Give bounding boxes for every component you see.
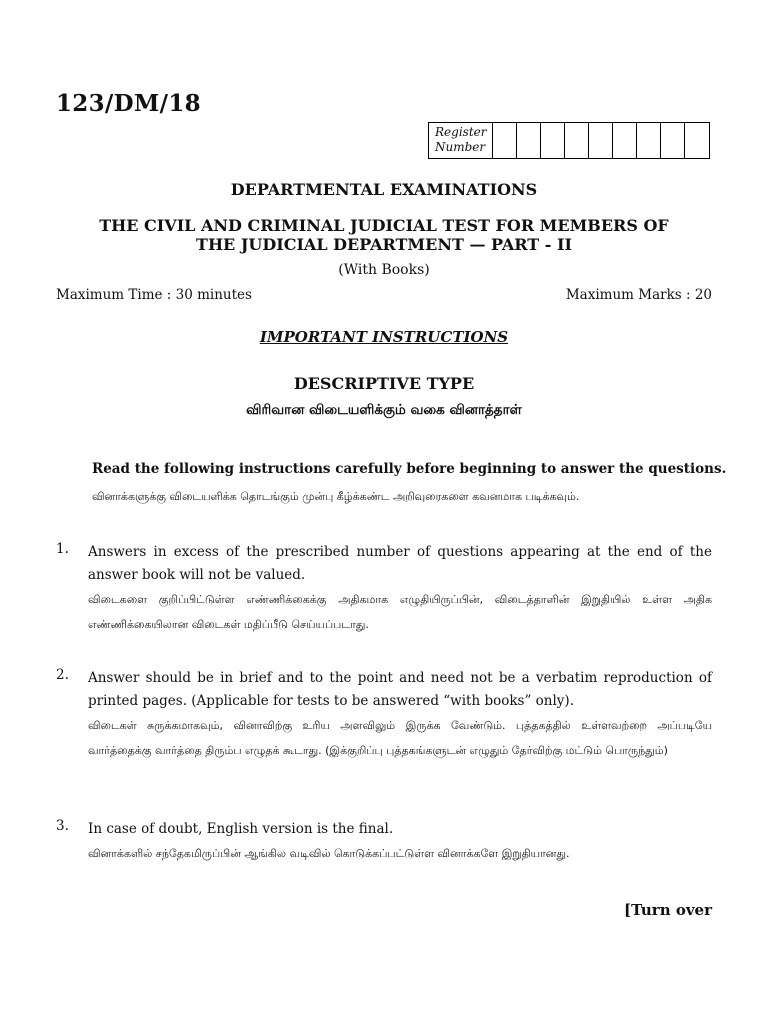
instruction-number: 1. xyxy=(56,541,69,557)
instruction-number: 3. xyxy=(56,818,69,834)
test-title-line1: THE CIVIL AND CRIMINAL JUDICIAL TEST FOR MEMBERS OF xyxy=(99,216,669,235)
time-marks-row xyxy=(56,287,712,303)
instruction-english: Answers in excess of the prescribed number of questions appearing at the end of the answer book will not be valued. xyxy=(88,544,712,583)
instruction-tamil: வினாக்களில் சந்தேகமிருப்பின் ஆங்கில வடிவில் கொடுக்கப்பட்டுள்ள வினாக்களே இறுதியானது. xyxy=(88,847,570,860)
instruction-english: Answer should be in brief and to the point and need not be a verbatim reproduction of printed pages. (Applicable for tests to be answered “with books” only). xyxy=(88,670,712,709)
turn-over-note: [Turn over xyxy=(624,901,712,919)
instruction-english: In case of doubt, English version is the final. xyxy=(88,821,394,837)
instruction-tamil: விடைகளை குறிப்பிட்டுள்ள எண்ணிக்கைக்கு அதிகமாக எழுதியிருப்பின், விடைத்தாளின் இறுதியில் உள்ள அதிக எண்ணிக்கையிலான விடைகள் மதிப்பீடு செய்யப்படாது. xyxy=(88,593,712,631)
register-number-box xyxy=(428,122,710,159)
register-number-cell[interactable] xyxy=(613,123,637,158)
register-number-cell[interactable] xyxy=(541,123,565,158)
with-books-note: (With Books) xyxy=(338,262,430,278)
read-instructions: Read the following instructions carefully before beginning to answer the questions. xyxy=(92,461,727,477)
descriptive-type-heading-tamil: விரிவான விடையளிக்கும் வகை வினாத்தாள் xyxy=(246,402,522,418)
register-label-line2: Number xyxy=(435,140,486,154)
maximum-marks: Maximum Marks : 20 xyxy=(565,287,712,303)
paper-code: 123/DM/18 xyxy=(56,90,201,117)
read-instructions-tamil: வினாக்களுக்கு விடையளிக்க தொடங்கும் முன்பு கீழ்க்கண்ட அறிவுரைகளை கவனமாக படிக்கவும். xyxy=(92,490,580,503)
register-number-cell[interactable] xyxy=(637,123,661,158)
register-number-label xyxy=(429,123,493,158)
register-number-cell[interactable] xyxy=(565,123,589,158)
register-number-cell[interactable] xyxy=(661,123,685,158)
descriptive-type-heading: DESCRIPTIVE TYPE xyxy=(293,374,475,393)
important-instructions-heading: IMPORTANT INSTRUCTIONS xyxy=(259,328,509,346)
instruction-tamil: விடைகள் சுருக்கமாகவும், வினாவிற்கு உரிய அளவிலும் இருக்க வேண்டும். புத்தகத்தில் உள்ளவற்றை அப்படியே வார்த்தைக்கு வார்த்தை திரும்ப எழுதக் கூடாது. (இக்குறிப்பு புத்தகங்களுடன் எழுதும் தேர்விற்கு மட்டும் பொருந்தும்) xyxy=(88,719,712,757)
register-number-cell[interactable] xyxy=(589,123,613,158)
instruction-number: 2. xyxy=(56,667,69,683)
exam-title: DEPARTMENTAL EXAMINATIONS xyxy=(230,180,538,199)
register-number-cell[interactable] xyxy=(493,123,517,158)
test-title xyxy=(56,216,712,254)
register-number-cell[interactable] xyxy=(685,123,709,158)
test-title-line2: THE JUDICIAL DEPARTMENT — PART - II xyxy=(196,235,572,254)
register-number-cell[interactable] xyxy=(517,123,541,158)
register-label-line1: Register xyxy=(435,125,487,139)
maximum-time: Maximum Time : 30 minutes xyxy=(56,287,252,303)
